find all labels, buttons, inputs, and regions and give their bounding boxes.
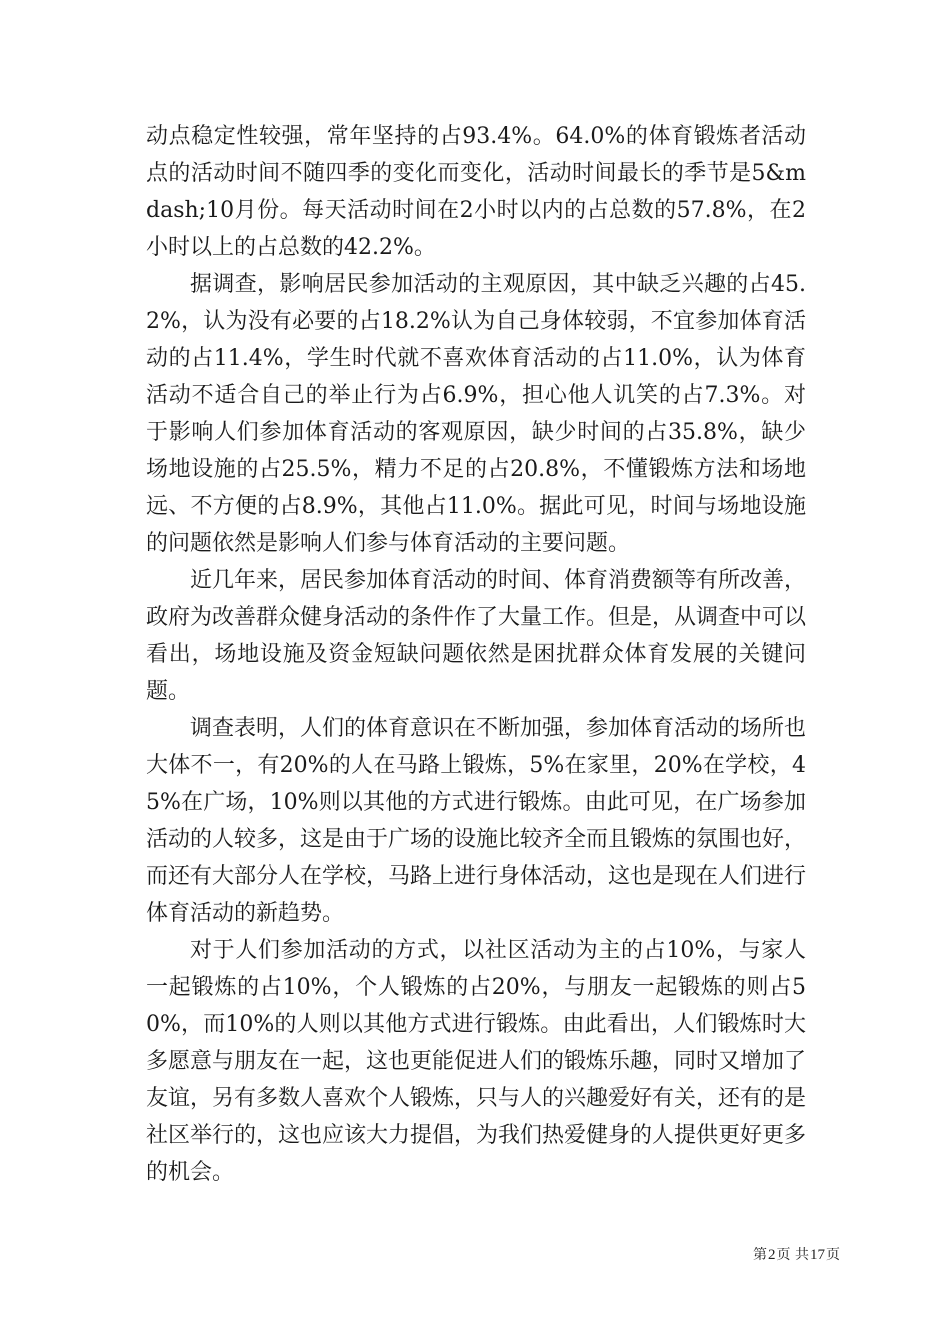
paragraph-1: 动点稳定性较强，常年坚持的占93.4%。64.0%的体育锻炼者活动点的活动时间不随四季的变化而变化，活动时间最长的季节是5&mdash;10月份。每天活动时间在2小时以内的占总数的57.8%，在2小时以上的占总数的42.2%。: [146, 124, 806, 260]
page-footer: [0, 1245, 840, 1265]
paragraph-3: 近几年来，居民参加体育活动的时间、体育消费额等有所改善，政府为改善群众健身活动的条件作了大量工作。但是，从调查中可以看出，场地设施及资金短缺问题依然是困扰群众体育发展的关键问题。: [146, 568, 807, 704]
paragraph-5: 对于人们参加活动的方式，以社区活动为主的占10%，与家人一起锻炼的占10%，个人锻炼的占20%，与朋友一起锻炼的则占50%，而10%的人则以其他方式进行锻炼。由此看出，人们锻炼时大多愿意与朋友在一起，这也更能促进人们的锻炼乐趣，同时又增加了友谊，另有多数人喜欢个人锻炼，只与人的兴趣爱好有关，还有的是社区举行的，这也应该大力提倡，为我们热爱健身的人提供更好更多的机会。: [146, 938, 807, 1185]
footer-prefix: 第: [753, 1247, 768, 1263]
footer-suffix: 页: [826, 1247, 840, 1263]
paragraph-4: 调查表明，人们的体育意识在不断加强，参加体育活动的场所也大体不一，有20%的人在马路上锻炼，5%在家里，20%在学校，45%在广场，10%则以其他的方式进行锻炼。由此可见，在广场参加活动的人较多，这是由于广场的设施比较齐全而且锻炼的氛围也好，而还有大部分人在学校，马路上进行身体活动，这也是现在人们进行体育活动的新趋势。: [146, 716, 807, 926]
footer-middle: 页 共: [776, 1247, 809, 1263]
paragraph-2: 据调查，影响居民参加活动的主观原因，其中缺乏兴趣的占45.2%，认为没有必要的占18.2%认为自己身体较弱，不宜参加体育活动的占11.4%，学生时代就不喜欢体育活动的占11.0%，认为体育活动不适合自己的举止行为占6.9%，担心他人讥笑的占7.3%。对于影响人们参加体育活动的客观原因，缺少时间的占35.8%，缺少场地设施的占25.5%，精力不足的占20.8%，不懂锻炼方法和场地远、不方便的占8.9%，其他占11.0%。据此可见，时间与场地设施的问题依然是影响人们参与体育活动的主要问题。: [146, 272, 806, 556]
current-page-number: 2: [768, 1247, 776, 1263]
body-text: [146, 118, 806, 1191]
total-page-number: 17: [810, 1247, 825, 1263]
